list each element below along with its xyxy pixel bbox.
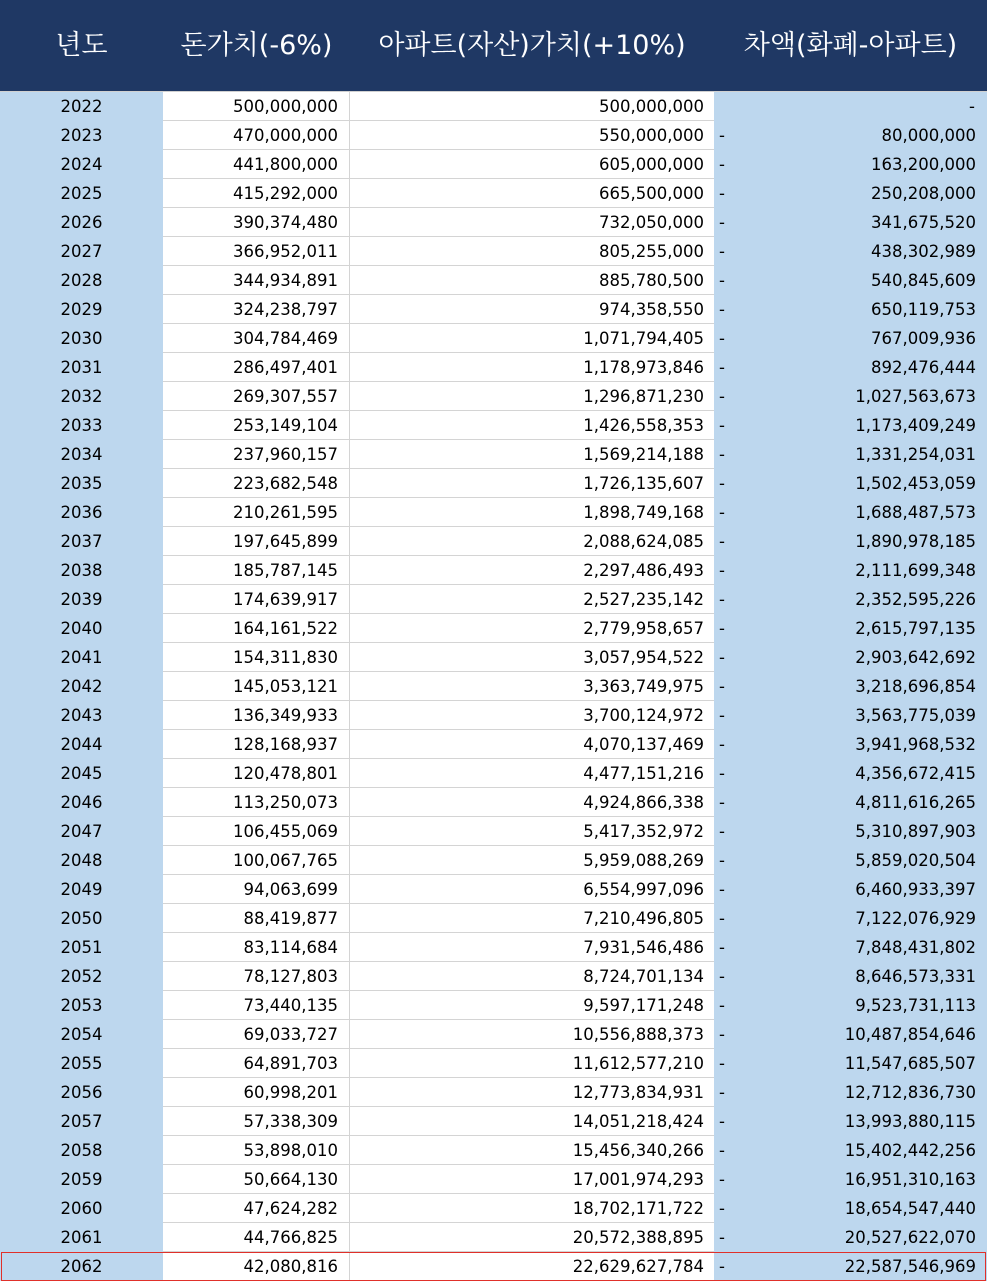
table-row: [0, 817, 987, 846]
difference-value: 16,951,310,163: [844, 1170, 976, 1189]
cell-money-value[interactable]: 57,338,309: [163, 1107, 350, 1136]
difference-value: 4,356,672,415: [855, 764, 976, 783]
cell-money-value[interactable]: 324,238,797: [163, 295, 350, 324]
table-row: [0, 295, 987, 324]
difference-sign: -: [719, 329, 725, 348]
table-row: [0, 1252, 987, 1281]
cell-money-value[interactable]: 210,261,595: [163, 498, 350, 527]
cell-money-value[interactable]: 223,682,548: [163, 469, 350, 498]
difference-sign: -: [719, 822, 725, 841]
cell-difference[interactable]: [714, 672, 987, 701]
difference-value: 5,310,897,903: [855, 822, 976, 841]
cell-difference[interactable]: [714, 1136, 987, 1165]
cell-year[interactable]: 2059: [0, 1165, 163, 1194]
cell-difference[interactable]: [714, 817, 987, 846]
difference-value: 7,122,076,929: [855, 909, 976, 928]
difference-sign: -: [719, 706, 725, 725]
difference-sign: -: [719, 851, 725, 870]
table-row: [0, 498, 987, 527]
cell-year[interactable]: 2032: [0, 382, 163, 411]
difference-value: 11,547,685,507: [844, 1054, 976, 1073]
difference-value: 1,502,453,059: [855, 474, 976, 493]
cell-apartment-value[interactable]: 3,057,954,522: [350, 643, 714, 672]
cell-money-value[interactable]: 237,960,157: [163, 440, 350, 469]
difference-sign: -: [719, 1199, 725, 1218]
table-row: [0, 237, 987, 266]
cell-money-value[interactable]: 145,053,121: [163, 672, 350, 701]
cell-difference[interactable]: [714, 730, 987, 759]
cell-apartment-value[interactable]: 1,898,749,168: [350, 498, 714, 527]
cell-year[interactable]: 2024: [0, 150, 163, 179]
cell-year[interactable]: 2035: [0, 469, 163, 498]
cell-apartment-value[interactable]: 2,527,235,142: [350, 585, 714, 614]
cell-money-value[interactable]: 366,952,011: [163, 237, 350, 266]
header-year[interactable]: 년도: [55, 30, 108, 61]
difference-sign: -: [719, 184, 725, 203]
difference-value: -: [969, 97, 975, 116]
cell-year[interactable]: 2029: [0, 295, 163, 324]
table-row: [0, 1049, 987, 1078]
difference-sign: -: [719, 1170, 725, 1189]
difference-value: 163,200,000: [871, 155, 976, 174]
table-row: [0, 92, 987, 121]
cell-difference[interactable]: [714, 556, 987, 585]
cell-apartment-value[interactable]: 12,773,834,931: [350, 1078, 714, 1107]
difference-value: 1,331,254,031: [855, 445, 976, 464]
difference-value: 3,941,968,532: [855, 735, 976, 754]
cell-year[interactable]: 2026: [0, 208, 163, 237]
cell-money-value[interactable]: 106,455,069: [163, 817, 350, 846]
cell-year[interactable]: 2052: [0, 962, 163, 991]
cell-difference[interactable]: [714, 527, 987, 556]
cell-difference[interactable]: [714, 121, 987, 150]
cell-apartment-value[interactable]: 5,959,088,269: [350, 846, 714, 875]
cell-money-value[interactable]: 113,250,073: [163, 788, 350, 817]
cell-difference[interactable]: [714, 469, 987, 498]
difference-sign: -: [719, 967, 725, 986]
cell-year[interactable]: 2025: [0, 179, 163, 208]
difference-sign: -: [719, 648, 725, 667]
table-row: [0, 701, 987, 730]
difference-value: 650,119,753: [871, 300, 976, 319]
cell-apartment-value[interactable]: 1,296,871,230: [350, 382, 714, 411]
cell-apartment-value[interactable]: 14,051,218,424: [350, 1107, 714, 1136]
difference-value: 892,476,444: [871, 358, 976, 377]
difference-sign: -: [719, 532, 725, 551]
difference-sign: -: [719, 619, 725, 638]
difference-sign: -: [719, 590, 725, 609]
difference-value: 767,009,936: [871, 329, 976, 348]
cell-apartment-value[interactable]: 4,070,137,469: [350, 730, 714, 759]
table-row: [0, 1223, 987, 1252]
difference-sign: -: [719, 474, 725, 493]
cell-year[interactable]: 2048: [0, 846, 163, 875]
difference-value: 2,352,595,226: [855, 590, 976, 609]
cell-year[interactable]: 2033: [0, 411, 163, 440]
cell-apartment-value[interactable]: 17,001,974,293: [350, 1165, 714, 1194]
cell-year[interactable]: 2042: [0, 672, 163, 701]
cell-money-value[interactable]: 88,419,877: [163, 904, 350, 933]
difference-sign: -: [719, 503, 725, 522]
difference-value: 9,523,731,113: [855, 996, 976, 1015]
cell-year[interactable]: 2027: [0, 237, 163, 266]
cell-money-value[interactable]: 53,898,010: [163, 1136, 350, 1165]
cell-money-value[interactable]: 185,787,145: [163, 556, 350, 585]
cell-money-value[interactable]: 64,891,703: [163, 1049, 350, 1078]
cell-year[interactable]: 2051: [0, 933, 163, 962]
difference-sign: -: [719, 996, 725, 1015]
cell-difference[interactable]: [714, 295, 987, 324]
cell-money-value[interactable]: 78,127,803: [163, 962, 350, 991]
table-row: [0, 788, 987, 817]
cell-apartment-value[interactable]: 8,724,701,134: [350, 962, 714, 991]
cell-difference[interactable]: [714, 614, 987, 643]
cell-money-value[interactable]: 286,497,401: [163, 353, 350, 382]
cell-difference[interactable]: [714, 1194, 987, 1223]
cell-money-value[interactable]: 120,478,801: [163, 759, 350, 788]
table-row: [0, 614, 987, 643]
difference-value: 13,993,880,115: [844, 1112, 976, 1131]
difference-sign: -: [719, 735, 725, 754]
cell-apartment-value[interactable]: 2,088,624,085: [350, 527, 714, 556]
cell-apartment-value[interactable]: 605,000,000: [350, 150, 714, 179]
cell-year[interactable]: 2049: [0, 875, 163, 904]
table-row: [0, 440, 987, 469]
difference-sign: -: [719, 271, 725, 290]
cell-difference[interactable]: [714, 411, 987, 440]
difference-value: 2,615,797,135: [855, 619, 976, 638]
difference-value: 3,218,696,854: [855, 677, 976, 696]
difference-sign: -: [719, 561, 725, 580]
cell-apartment-value[interactable]: 885,780,500: [350, 266, 714, 295]
table-row: [0, 1078, 987, 1107]
cell-money-value[interactable]: 197,645,899: [163, 527, 350, 556]
cell-year[interactable]: 2028: [0, 266, 163, 295]
cell-difference[interactable]: [714, 1223, 987, 1252]
table-body: [0, 92, 987, 1281]
cell-apartment-value[interactable]: 2,297,486,493: [350, 556, 714, 585]
cell-difference[interactable]: [714, 1165, 987, 1194]
cell-apartment-value[interactable]: 1,071,794,405: [350, 324, 714, 353]
cell-money-value[interactable]: 94,063,699: [163, 875, 350, 904]
cell-difference[interactable]: [714, 1252, 987, 1281]
cell-money-value[interactable]: 344,934,891: [163, 266, 350, 295]
difference-sign: -: [719, 213, 725, 232]
difference-sign: -: [719, 445, 725, 464]
cell-money-value[interactable]: 44,766,825: [163, 1223, 350, 1252]
difference-sign: -: [719, 1112, 725, 1131]
table-row: [0, 904, 987, 933]
cell-apartment-value[interactable]: 732,050,000: [350, 208, 714, 237]
table-row: [0, 382, 987, 411]
difference-value: 7,848,431,802: [855, 938, 976, 957]
difference-sign: -: [719, 1141, 725, 1160]
table-header: [0, 0, 987, 92]
difference-value: 1,027,563,673: [855, 387, 976, 406]
cell-difference[interactable]: [714, 1049, 987, 1078]
cell-year[interactable]: 2039: [0, 585, 163, 614]
table-row: [0, 469, 987, 498]
difference-value: 3,563,775,039: [855, 706, 976, 725]
cell-difference[interactable]: [714, 643, 987, 672]
table-row: [0, 527, 987, 556]
difference-value: 1,890,978,185: [855, 532, 976, 551]
cell-money-value[interactable]: 174,639,917: [163, 585, 350, 614]
difference-sign: -: [719, 300, 725, 319]
cell-money-value[interactable]: 415,292,000: [163, 179, 350, 208]
cell-year[interactable]: 2036: [0, 498, 163, 527]
cell-difference[interactable]: [714, 498, 987, 527]
cell-difference[interactable]: [714, 701, 987, 730]
cell-apartment-value[interactable]: 7,210,496,805: [350, 904, 714, 933]
cell-apartment-value[interactable]: 3,700,124,972: [350, 701, 714, 730]
cell-money-value[interactable]: 154,311,830: [163, 643, 350, 672]
cell-apartment-value[interactable]: 7,931,546,486: [350, 933, 714, 962]
cell-difference[interactable]: [714, 759, 987, 788]
difference-sign: -: [719, 880, 725, 899]
difference-sign: -: [719, 793, 725, 812]
difference-sign: -: [719, 1025, 725, 1044]
cell-money-value[interactable]: 441,800,000: [163, 150, 350, 179]
cell-difference[interactable]: [714, 266, 987, 295]
table-row: [0, 875, 987, 904]
table-row: [0, 1020, 987, 1049]
difference-sign: -: [719, 1228, 725, 1247]
table-row: [0, 991, 987, 1020]
difference-value: 341,675,520: [871, 213, 976, 232]
cell-year[interactable]: 2058: [0, 1136, 163, 1165]
cell-year[interactable]: 2040: [0, 614, 163, 643]
table-row: [0, 1136, 987, 1165]
cell-apartment-value[interactable]: 10,556,888,373: [350, 1020, 714, 1049]
cell-apartment-value[interactable]: 20,572,388,895: [350, 1223, 714, 1252]
difference-sign: -: [719, 938, 725, 957]
table-row: [0, 556, 987, 585]
difference-value: 12,712,836,730: [844, 1083, 976, 1102]
table-row: [0, 730, 987, 759]
cell-apartment-value[interactable]: 2,779,958,657: [350, 614, 714, 643]
cell-apartment-value[interactable]: 4,477,151,216: [350, 759, 714, 788]
cell-difference[interactable]: [714, 875, 987, 904]
cell-year[interactable]: 2056: [0, 1078, 163, 1107]
difference-value: 20,527,622,070: [844, 1228, 976, 1247]
cell-apartment-value[interactable]: 15,456,340,266: [350, 1136, 714, 1165]
cell-difference[interactable]: [714, 846, 987, 875]
cell-apartment-value[interactable]: 1,178,973,846: [350, 353, 714, 382]
cell-apartment-value[interactable]: 1,569,214,188: [350, 440, 714, 469]
difference-sign: -: [719, 387, 725, 406]
difference-value: 1,688,487,573: [855, 503, 976, 522]
table-row: [0, 643, 987, 672]
cell-apartment-value[interactable]: 9,597,171,248: [350, 991, 714, 1020]
cell-money-value[interactable]: 390,374,480: [163, 208, 350, 237]
cell-difference[interactable]: [714, 440, 987, 469]
table-row: [0, 324, 987, 353]
cell-year[interactable]: 2054: [0, 1020, 163, 1049]
cell-year[interactable]: 2037: [0, 527, 163, 556]
table-row: [0, 1165, 987, 1194]
table-row: [0, 150, 987, 179]
difference-sign: -: [719, 764, 725, 783]
cell-year[interactable]: 2062: [0, 1252, 163, 1281]
difference-sign: -: [719, 677, 725, 696]
table-row: [0, 933, 987, 962]
cell-difference[interactable]: [714, 382, 987, 411]
cell-money-value[interactable]: 304,784,469: [163, 324, 350, 353]
difference-value: 8,646,573,331: [855, 967, 976, 986]
cell-money-value[interactable]: 100,067,765: [163, 846, 350, 875]
difference-value: 18,654,547,440: [844, 1199, 976, 1218]
cell-money-value[interactable]: 83,114,684: [163, 933, 350, 962]
difference-sign: -: [719, 909, 725, 928]
difference-sign: -: [719, 358, 725, 377]
cell-year[interactable]: 2022: [0, 92, 163, 121]
cell-money-value[interactable]: 73,440,135: [163, 991, 350, 1020]
difference-value: 22,587,546,969: [844, 1257, 976, 1276]
cell-money-value[interactable]: 269,307,557: [163, 382, 350, 411]
cell-year[interactable]: 2050: [0, 904, 163, 933]
cell-apartment-value[interactable]: 1,426,558,353: [350, 411, 714, 440]
cell-money-value[interactable]: 42,080,816: [163, 1252, 350, 1281]
cell-year[interactable]: 2031: [0, 353, 163, 382]
cell-difference[interactable]: [714, 208, 987, 237]
table-row: [0, 759, 987, 788]
difference-value: 15,402,442,256: [844, 1141, 976, 1160]
table-row: [0, 121, 987, 150]
difference-value: 10,487,854,646: [844, 1025, 976, 1044]
cell-year[interactable]: 2060: [0, 1194, 163, 1223]
cell-year[interactable]: 2044: [0, 730, 163, 759]
cell-difference[interactable]: [714, 353, 987, 382]
cell-year[interactable]: 2041: [0, 643, 163, 672]
difference-sign: -: [719, 1083, 725, 1102]
cell-apartment-value[interactable]: 805,255,000: [350, 237, 714, 266]
difference-sign: -: [719, 416, 725, 435]
difference-sign: -: [719, 126, 725, 145]
cell-year[interactable]: 2046: [0, 788, 163, 817]
cell-money-value[interactable]: 69,033,727: [163, 1020, 350, 1049]
cell-apartment-value[interactable]: 18,702,171,722: [350, 1194, 714, 1223]
table-row: [0, 846, 987, 875]
cell-money-value[interactable]: 500,000,000: [163, 92, 350, 121]
cell-difference[interactable]: [714, 150, 987, 179]
cell-year[interactable]: 2057: [0, 1107, 163, 1136]
cell-difference[interactable]: [714, 1020, 987, 1049]
cell-difference[interactable]: [714, 324, 987, 353]
cell-difference[interactable]: [714, 92, 987, 121]
cell-apartment-value[interactable]: 974,358,550: [350, 295, 714, 324]
header-apartment-value[interactable]: 아파트(자산)가치(+10%): [378, 30, 686, 61]
cell-difference[interactable]: [714, 1078, 987, 1107]
cell-apartment-value[interactable]: 550,000,000: [350, 121, 714, 150]
cell-apartment-value[interactable]: 1,726,135,607: [350, 469, 714, 498]
cell-year[interactable]: 2055: [0, 1049, 163, 1078]
cell-year[interactable]: 2047: [0, 817, 163, 846]
cell-money-value[interactable]: 164,161,522: [163, 614, 350, 643]
cell-money-value[interactable]: 470,000,000: [163, 121, 350, 150]
cell-money-value[interactable]: 136,349,933: [163, 701, 350, 730]
cell-year[interactable]: 2053: [0, 991, 163, 1020]
cell-apartment-value[interactable]: 22,629,627,784: [350, 1252, 714, 1281]
difference-value: 4,811,616,265: [855, 793, 976, 812]
difference-value: 1,173,409,249: [855, 416, 976, 435]
table-row: [0, 1194, 987, 1223]
difference-sign: -: [719, 1257, 725, 1276]
cell-money-value[interactable]: 253,149,104: [163, 411, 350, 440]
cell-year[interactable]: 2030: [0, 324, 163, 353]
cell-year[interactable]: 2061: [0, 1223, 163, 1252]
table-row: [0, 353, 987, 382]
cell-apartment-value[interactable]: 500,000,000: [350, 92, 714, 121]
cell-apartment-value[interactable]: 5,417,352,972: [350, 817, 714, 846]
table-row: [0, 179, 987, 208]
difference-sign: -: [719, 155, 725, 174]
difference-value: 5,859,020,504: [855, 851, 976, 870]
difference-value: 2,111,699,348: [855, 561, 976, 580]
cell-money-value[interactable]: 128,168,937: [163, 730, 350, 759]
cell-year[interactable]: 2045: [0, 759, 163, 788]
table-row: [0, 266, 987, 295]
cell-apartment-value[interactable]: 11,612,577,210: [350, 1049, 714, 1078]
cell-difference[interactable]: [714, 933, 987, 962]
cell-money-value[interactable]: 50,664,130: [163, 1165, 350, 1194]
table-row: [0, 672, 987, 701]
cell-apartment-value[interactable]: 3,363,749,975: [350, 672, 714, 701]
cell-apartment-value[interactable]: 4,924,866,338: [350, 788, 714, 817]
table-row: [0, 585, 987, 614]
cell-difference[interactable]: [714, 1107, 987, 1136]
difference-value: 80,000,000: [881, 126, 976, 145]
difference-value: 2,903,642,692: [855, 648, 976, 667]
cell-difference[interactable]: [714, 237, 987, 266]
table-row: [0, 962, 987, 991]
cell-money-value[interactable]: 60,998,201: [163, 1078, 350, 1107]
header-difference[interactable]: 차액(화폐-아파트): [743, 30, 958, 61]
cell-year[interactable]: 2023: [0, 121, 163, 150]
difference-value: 6,460,933,397: [855, 880, 976, 899]
table-row: [0, 1107, 987, 1136]
cell-money-value[interactable]: 47,624,282: [163, 1194, 350, 1223]
cell-year[interactable]: 2038: [0, 556, 163, 585]
header-money-value[interactable]: 돈가치(-6%): [180, 30, 333, 61]
cell-apartment-value[interactable]: 6,554,997,096: [350, 875, 714, 904]
table-row: [0, 411, 987, 440]
difference-value: 540,845,609: [871, 271, 976, 290]
cell-difference[interactable]: [714, 585, 987, 614]
cell-difference[interactable]: [714, 991, 987, 1020]
cell-year[interactable]: 2043: [0, 701, 163, 730]
difference-value: 438,302,989: [871, 242, 976, 261]
cell-year[interactable]: 2034: [0, 440, 163, 469]
table-row: [0, 208, 987, 237]
difference-sign: -: [719, 1054, 725, 1073]
cell-difference[interactable]: [714, 179, 987, 208]
cell-difference[interactable]: [714, 788, 987, 817]
cell-apartment-value[interactable]: 665,500,000: [350, 179, 714, 208]
cell-difference[interactable]: [714, 904, 987, 933]
cell-difference[interactable]: [714, 962, 987, 991]
difference-value: 250,208,000: [871, 184, 976, 203]
difference-sign: -: [719, 242, 725, 261]
